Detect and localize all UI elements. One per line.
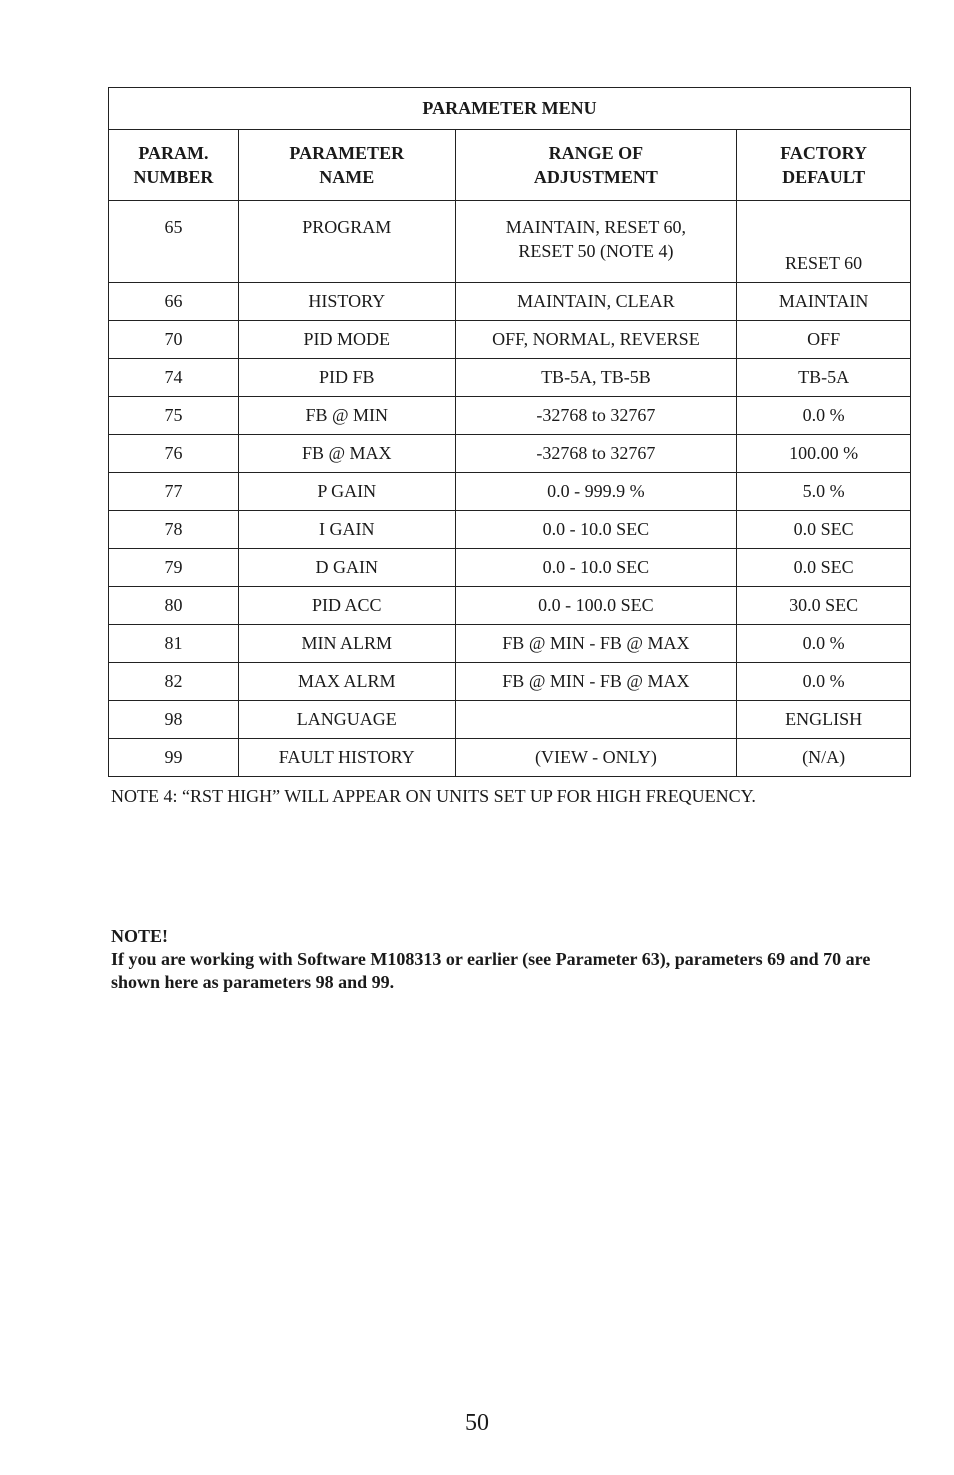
- parameter-menu-table: [108, 87, 911, 777]
- range-cell: TB-5A, TB-5B: [455, 359, 737, 397]
- note-4: NOTE 4: “RST HIGH” WILL APPEAR ON UNITS SET UP FOR HIGH FREQUENCY.: [111, 786, 756, 806]
- table-row: [109, 739, 911, 777]
- table-row: [109, 283, 911, 321]
- param-name-cell: MAX ALRM: [238, 663, 455, 701]
- range-cell: FB @ MIN - FB @ MAX: [455, 663, 737, 701]
- range-cell: MAINTAIN, CLEAR: [455, 283, 737, 321]
- param-number-cell: 70: [109, 321, 239, 359]
- header-parameter-name: PARAMETER NAME: [238, 130, 455, 201]
- default-cell: TB-5A: [737, 359, 911, 397]
- range-cell: [455, 701, 737, 739]
- default-cell: 0.0 %: [737, 397, 911, 435]
- param-name-cell: D GAIN: [238, 549, 455, 587]
- default-cell: MAINTAIN: [737, 283, 911, 321]
- table-row: [109, 587, 911, 625]
- default-cell: 30.0 SEC: [737, 587, 911, 625]
- default-cell: 0.0 %: [737, 625, 911, 663]
- param-name-cell: FB @ MIN: [238, 397, 455, 435]
- default-cell: RESET 60: [737, 201, 911, 283]
- default-cell: 0.0 %: [737, 663, 911, 701]
- table-row: [109, 201, 911, 283]
- param-number-cell: 66: [109, 283, 239, 321]
- table-row: [109, 321, 911, 359]
- default-cell: 0.0 SEC: [737, 549, 911, 587]
- param-number-cell: 78: [109, 511, 239, 549]
- param-number-cell: 74: [109, 359, 239, 397]
- header-range-of-adjustment: RANGE OF ADJUSTMENT: [455, 130, 737, 201]
- table-title: PARAMETER MENU: [109, 88, 911, 130]
- header-param-number: PARAM. NUMBER: [109, 130, 239, 201]
- note-text: If you are working with Software M108313 or earlier (see Parameter 63), parameters 69 and 70 are shown here as parameters 98 and 99.: [111, 949, 871, 992]
- param-number-cell: 80: [109, 587, 239, 625]
- range-cell: 0.0 - 999.9 %: [455, 473, 737, 511]
- range-cell: 0.0 - 10.0 SEC: [455, 549, 737, 587]
- default-cell: (N/A): [737, 739, 911, 777]
- range-cell: 0.0 - 10.0 SEC: [455, 511, 737, 549]
- param-number-cell: 77: [109, 473, 239, 511]
- param-number-cell: 76: [109, 435, 239, 473]
- param-name-cell: MIN ALRM: [238, 625, 455, 663]
- param-number-cell: 82: [109, 663, 239, 701]
- default-cell: 5.0 %: [737, 473, 911, 511]
- table-row: [109, 435, 911, 473]
- param-name-cell: PID FB: [238, 359, 455, 397]
- param-number-cell: 81: [109, 625, 239, 663]
- range-cell: -32768 to 32767: [455, 435, 737, 473]
- param-number-cell: 98: [109, 701, 239, 739]
- table-row: [109, 625, 911, 663]
- table-row: [109, 359, 911, 397]
- param-number-cell: 79: [109, 549, 239, 587]
- default-cell: OFF: [737, 321, 911, 359]
- param-name-cell: P GAIN: [238, 473, 455, 511]
- param-number-cell: 99: [109, 739, 239, 777]
- param-name-cell: FB @ MAX: [238, 435, 455, 473]
- range-cell: OFF, NORMAL, REVERSE: [455, 321, 737, 359]
- param-name-cell: PROGRAM: [238, 201, 455, 283]
- table-row: [109, 663, 911, 701]
- param-name-cell: PID ACC: [238, 587, 455, 625]
- default-cell: 100.00 %: [737, 435, 911, 473]
- param-name-cell: LANGUAGE: [238, 701, 455, 739]
- header-factory-default: FACTORY DEFAULT: [737, 130, 911, 201]
- table-row: [109, 473, 911, 511]
- table-row: [109, 511, 911, 549]
- range-cell: MAINTAIN, RESET 60, RESET 50 (NOTE 4): [455, 201, 737, 283]
- range-cell: FB @ MIN - FB @ MAX: [455, 625, 737, 663]
- table-row: [109, 701, 911, 739]
- param-number-cell: 65: [109, 201, 239, 283]
- param-name-cell: FAULT HISTORY: [238, 739, 455, 777]
- software-note: [111, 925, 911, 994]
- table-header-row: [109, 130, 911, 201]
- table-row: [109, 549, 911, 587]
- range-cell: -32768 to 32767: [455, 397, 737, 435]
- param-name-cell: I GAIN: [238, 511, 455, 549]
- param-name-cell: PID MODE: [238, 321, 455, 359]
- default-cell: 0.0 SEC: [737, 511, 911, 549]
- table-row: [109, 397, 911, 435]
- param-number-cell: 75: [109, 397, 239, 435]
- note-heading: NOTE!: [111, 926, 169, 946]
- range-cell: (VIEW - ONLY): [455, 739, 737, 777]
- range-cell: 0.0 - 100.0 SEC: [455, 587, 737, 625]
- default-cell: ENGLISH: [737, 701, 911, 739]
- page-number: 50: [465, 1410, 489, 1436]
- param-name-cell: HISTORY: [238, 283, 455, 321]
